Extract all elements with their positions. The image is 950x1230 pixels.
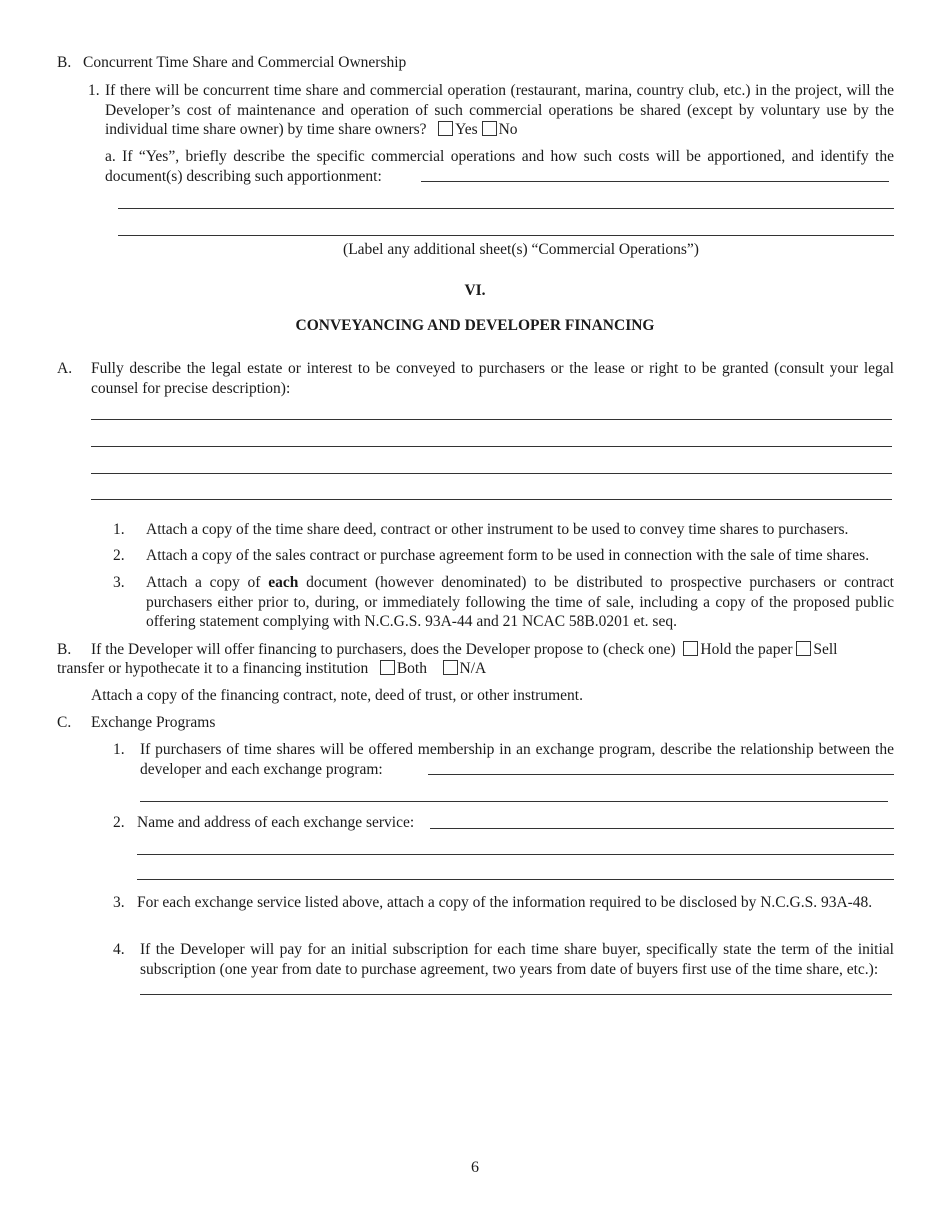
section-a-text: Fully describe the legal estate or interest to be conveyed to purchasers or the lease or right to be granted (consult your legal counsel for precise description): bbox=[91, 360, 894, 397]
section-c-item-1: If purchasers of time shares will be offered membership in an exchange program, describe the relationship between the developer and each exchange program: bbox=[140, 741, 894, 778]
item-3-emphasis: each bbox=[268, 574, 299, 591]
both-checkbox[interactable] bbox=[380, 660, 395, 675]
answer-line[interactable] bbox=[428, 774, 894, 775]
answer-line[interactable] bbox=[91, 473, 892, 474]
financing-question-text: transfer or hypothecate it to a financing institution bbox=[57, 660, 369, 677]
na-checkbox[interactable] bbox=[443, 660, 458, 675]
answer-line[interactable] bbox=[421, 181, 889, 182]
sell-label: Sell bbox=[813, 641, 838, 658]
section-vi-title: CONVEYANCING AND DEVELOPER FINANCING bbox=[295, 317, 655, 334]
question-1a-text: a. If “Yes”, briefly describe the specific commercial operations and how such costs will be apportioned, and identify the document(s) describing such apportionment: bbox=[105, 148, 894, 185]
question-1-number: 1. bbox=[88, 82, 100, 99]
yes-label: Yes bbox=[455, 121, 478, 138]
section-b-letter: B. bbox=[57, 641, 72, 658]
answer-line[interactable] bbox=[118, 208, 894, 209]
answer-line[interactable] bbox=[137, 854, 894, 855]
section-a-item-number: 2. bbox=[113, 547, 125, 564]
section-b-heading: Concurrent Time Share and Commercial Ownership bbox=[83, 54, 407, 71]
hold-paper-checkbox[interactable] bbox=[683, 641, 698, 656]
section-a-item: Attach a copy of the time share deed, contract or other instrument to be used to convey time shares to purchasers. bbox=[146, 521, 849, 538]
section-c-heading: Exchange Programs bbox=[91, 714, 216, 731]
section-a-item-number: 3. bbox=[113, 574, 125, 591]
section-c-item-2: Name and address of each exchange service: bbox=[137, 814, 415, 831]
yes-checkbox[interactable] bbox=[438, 121, 453, 136]
sell-checkbox[interactable] bbox=[796, 641, 811, 656]
financing-attach-instruction: Attach a copy of the financing contract, note, deed of trust, or other instrument. bbox=[91, 687, 583, 704]
answer-line[interactable] bbox=[118, 235, 894, 236]
section-vi-numeral: VI. bbox=[464, 282, 486, 299]
section-c-item-number: 3. bbox=[113, 894, 125, 911]
section-a-item bbox=[146, 573, 894, 632]
section-c-item-number: 4. bbox=[113, 941, 125, 958]
section-c-item-number: 2. bbox=[113, 814, 125, 831]
section-c-item-4: If the Developer will pay for an initial subscription for each time share buyer, specifically state the term of the initial subscription (one year from date to purchase agreement, two years from date of buyers first use of the time share, etc.): bbox=[140, 941, 894, 978]
section-c-letter: C. bbox=[57, 714, 72, 731]
section-c-item-number: 1. bbox=[113, 741, 125, 758]
answer-line[interactable] bbox=[137, 879, 894, 880]
financing-question-text: If the Developer will offer financing to purchasers, does the Developer propose to (check one) bbox=[91, 641, 676, 658]
question-1 bbox=[105, 81, 894, 140]
answer-line[interactable] bbox=[140, 801, 888, 802]
answer-line[interactable] bbox=[91, 446, 892, 447]
answer-line[interactable] bbox=[91, 499, 892, 500]
both-label: Both bbox=[396, 660, 427, 677]
question-1-text: If there will be concurrent time share and commercial operation (restaurant, marina, country club, etc.) in the project, will the Developer’s cost of maintenance and operation of such commercial operations be shared (except by voluntary use by the individual time share owner) by time share owners? bbox=[105, 82, 894, 138]
no-label: No bbox=[498, 121, 518, 138]
na-label: N/A bbox=[459, 660, 487, 677]
answer-line[interactable] bbox=[91, 419, 892, 420]
hold-paper-label: Hold the paper bbox=[700, 641, 793, 658]
answer-line[interactable] bbox=[140, 994, 892, 995]
item-3-text-start: Attach a copy of bbox=[146, 574, 269, 591]
financing-question-line2 bbox=[57, 659, 486, 679]
item-3-text-end: document (however denominated) to be distributed to prospective purchasers or contract purchasers either prior to, during, or immediately following the time of sale, including a copy of the proposed public offering statement complying with N.C.G.S. 93A-44 and 21 NCAC 58B.0201 et. seq. bbox=[146, 574, 894, 630]
section-b-letter: B. bbox=[57, 54, 72, 71]
no-checkbox[interactable] bbox=[482, 121, 497, 136]
financing-question bbox=[91, 640, 837, 660]
section-c-item-3: For each exchange service listed above, attach a copy of the information required to be disclosed by N.C.G.S. 93A-48. bbox=[137, 894, 873, 911]
section-a-item-number: 1. bbox=[113, 521, 125, 538]
additional-sheet-note: (Label any additional sheet(s) “Commercial Operations”) bbox=[343, 241, 699, 258]
page-number: 6 bbox=[471, 1159, 479, 1176]
section-a-letter: A. bbox=[57, 360, 73, 377]
answer-line[interactable] bbox=[430, 828, 894, 829]
section-a-item: Attach a copy of the sales contract or purchase agreement form to be used in connection with the sale of time shares. bbox=[146, 547, 870, 564]
